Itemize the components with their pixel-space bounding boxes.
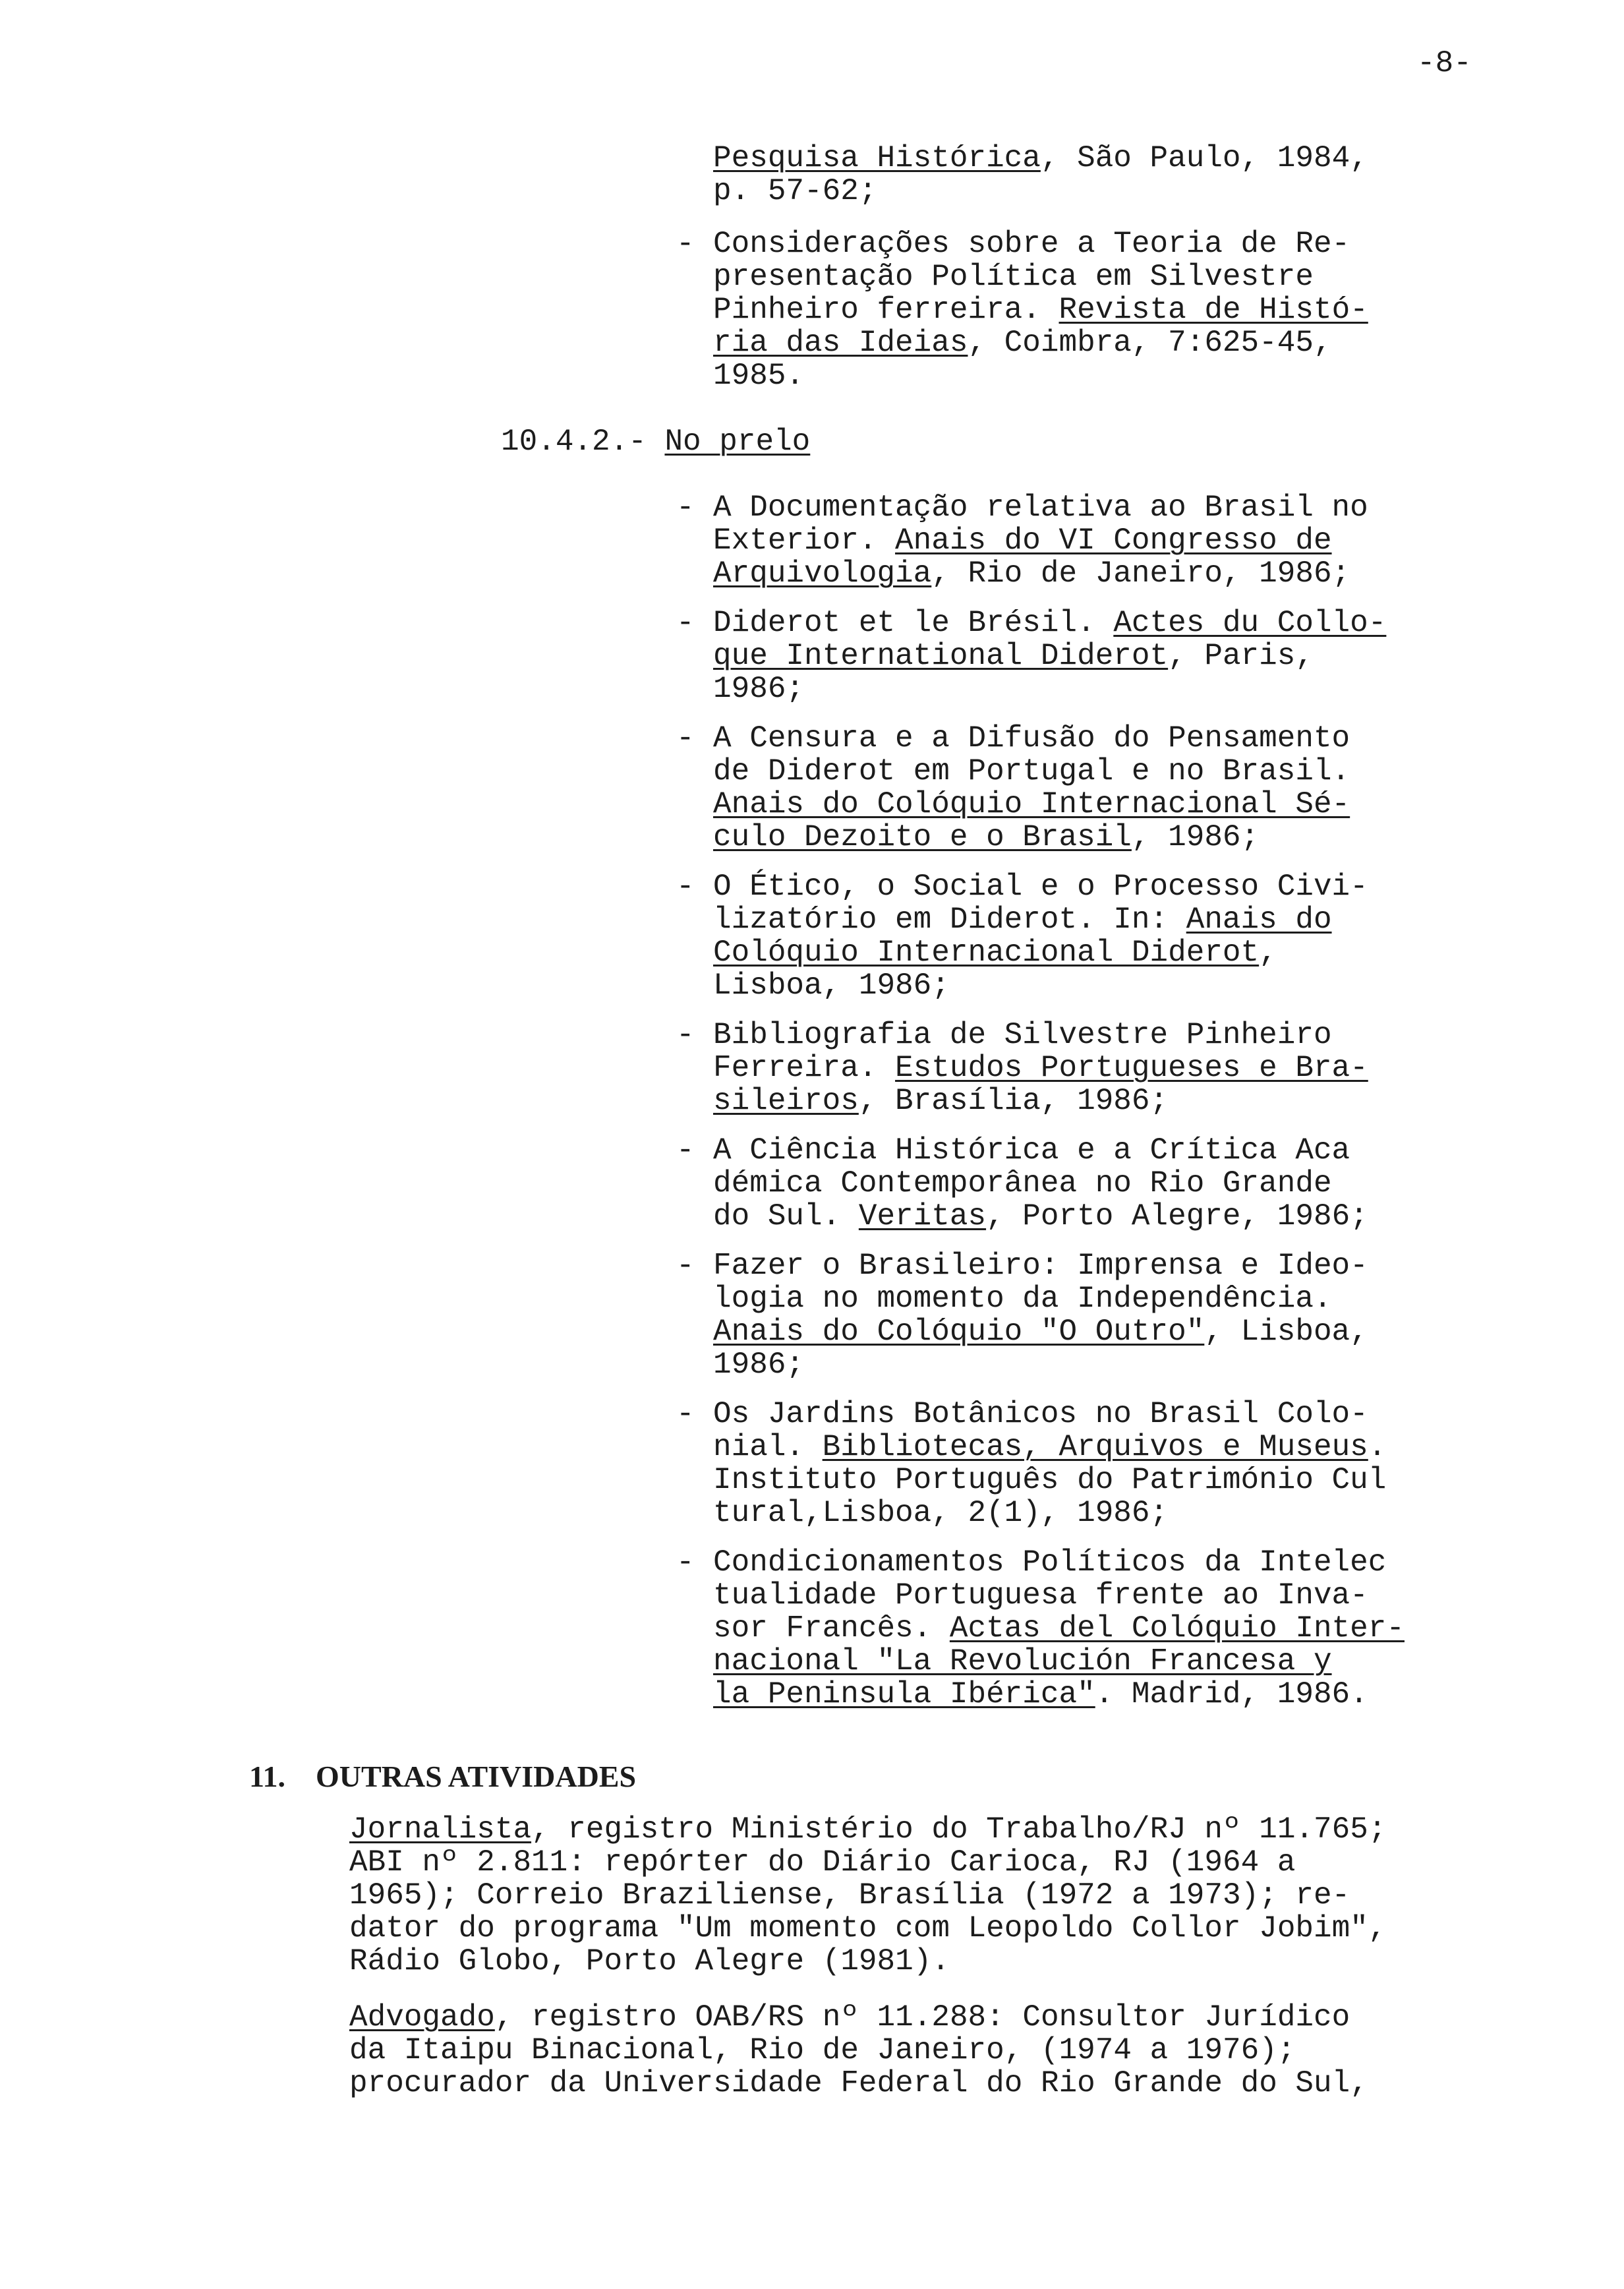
text-segment: ,: [1259, 936, 1277, 970]
text-line: [713, 1249, 1530, 1282]
text-line: [713, 326, 1530, 359]
text-segment: , registro OAB/RS nº 11.288: Consultor Jurídico: [494, 2000, 1350, 2035]
text-line: [713, 1134, 1530, 1167]
bullet-dash: -: [676, 1397, 695, 1431]
text-line: [713, 1612, 1530, 1645]
text-line: [349, 2034, 1602, 2067]
subsection-title: No prelo: [664, 425, 811, 459]
underlined-title: Actas del Colóquio Inter-: [949, 1611, 1405, 1646]
bullet-dash: -: [676, 1018, 695, 1052]
underlined-title: ria das Ideias: [713, 326, 968, 360]
text-segment: de Diderot em Portugal e no Brasil.: [713, 754, 1350, 788]
text-line: [713, 1282, 1530, 1315]
text-segment: ABI nº 2.811: repórter do Diário Carioca, RJ (1964 a: [349, 1845, 1296, 1880]
text-segment: logia no momento da Independência.: [713, 1282, 1332, 1316]
text-line: [713, 1200, 1530, 1233]
underlined-title: Veritas: [858, 1199, 987, 1234]
text-line: [713, 1348, 1530, 1381]
text-line: [713, 1052, 1530, 1085]
text-line: [713, 607, 1530, 639]
text-line: [349, 1945, 1602, 1978]
text-line: [713, 1497, 1530, 1530]
text-line: [713, 1167, 1530, 1200]
text-segment: , Paris,: [1168, 639, 1314, 673]
underlined-title: que International Diderot: [713, 639, 1169, 673]
text-line: [713, 672, 1530, 705]
text-segment: dator do programa "Um momento com Leopoldo Collor Jobim",: [349, 1911, 1387, 1946]
text-line: [349, 1879, 1602, 1912]
text-line: [713, 557, 1530, 590]
underlined-title: Estudos Portugueses e Bra-: [895, 1051, 1368, 1085]
text-segment: sor Francês.: [713, 1611, 950, 1646]
text-segment: , registro Ministério do Trabalho/RJ nº 11.765;: [531, 1812, 1387, 1847]
text-segment: , Brasília, 1986;: [858, 1084, 1169, 1118]
text-line: [713, 1546, 1530, 1579]
underlined-title: Anais do Colóquio Internacional Sé-: [713, 787, 1350, 821]
underlined-title: Colóquio Internacional Diderot: [713, 936, 1260, 970]
reference-entry: [676, 1545, 1530, 1711]
text-segment: O Ético, o Social e o Processo Civi-: [713, 870, 1368, 904]
text-segment: démica Contemporânea no Rio Grande: [713, 1166, 1332, 1201]
text-line: [713, 1431, 1530, 1464]
underlined-title: Anais do: [1186, 903, 1332, 937]
text-segment: Rádio Globo, Porto Alegre (1981).: [349, 1944, 950, 1978]
reference-entry: [676, 227, 1530, 393]
text-line: [713, 1645, 1530, 1678]
text-segment: .: [1368, 1430, 1387, 1464]
text-line: [713, 755, 1530, 788]
text-segment: Condicionamentos Políticos da Intelec: [713, 1545, 1387, 1580]
section-heading: [249, 1760, 636, 1793]
underlined-title: la Peninsula Ibérica": [713, 1677, 1095, 1711]
underlined-title: sileiros: [713, 1084, 859, 1118]
bullet-dash: -: [676, 1545, 695, 1580]
underlined-title: Pesquisa Histórica: [713, 141, 1041, 175]
underlined-title: Bibliotecas, Arquivos e Museus: [822, 1430, 1368, 1464]
text-line: [713, 1315, 1530, 1348]
text-line: [713, 821, 1530, 854]
text-line: [713, 175, 1530, 208]
text-segment: , Lisboa,: [1204, 1315, 1368, 1349]
text-segment: nial.: [713, 1430, 823, 1464]
text-segment: A Ciência Histórica e a Crítica Aca: [713, 1133, 1350, 1168]
text-segment: 1986;: [713, 1348, 805, 1382]
text-segment: 1986;: [713, 672, 805, 706]
reference-entry: [676, 721, 1530, 854]
text-line: [713, 788, 1530, 821]
page-number: -8-: [1417, 46, 1472, 80]
underlined-title: Anais do Colóquio "O Outro": [713, 1315, 1205, 1349]
underlined-title: culo Dezoito e o Brasil: [713, 820, 1132, 854]
bullet-dash: -: [676, 227, 695, 261]
text-segment: 1965); Correio Braziliense, Brasília (1972 a 1973); re-: [349, 1878, 1350, 1913]
text-segment: Lisboa, 1986;: [713, 968, 950, 1003]
text-segment: , São Paulo, 1984,: [1040, 141, 1368, 175]
text-segment: tualidade Portuguesa frente ao Inva-: [713, 1578, 1368, 1613]
text-line: [713, 936, 1530, 969]
text-line: [713, 227, 1530, 260]
text-segment: da Itaipu Binacional, Rio de Janeiro, (1974 a 1976);: [349, 2033, 1296, 2067]
text-line: [713, 1019, 1530, 1052]
text-line: [713, 1085, 1530, 1117]
text-line: [713, 722, 1530, 755]
text-line: [349, 2067, 1602, 2100]
text-line: [713, 969, 1530, 1002]
reference-entry: [676, 490, 1530, 591]
text-segment: presentação Política em Silvestre: [713, 260, 1314, 294]
reference-entry: [676, 870, 1530, 1003]
underlined-title: nacional "La Revolución Francesa y: [713, 1644, 1332, 1679]
text-segment: , Coimbra, 7:625-45,: [968, 326, 1332, 360]
reference-entry: [676, 1018, 1530, 1118]
text-segment: p. 57-62;: [713, 174, 877, 208]
text-line: [349, 1813, 1602, 1846]
text-segment: A Documentação relativa ao Brasil no: [713, 490, 1368, 525]
text-segment: do Sul.: [713, 1199, 859, 1234]
section-number: 11.: [249, 1760, 285, 1793]
bullet-dash: -: [676, 490, 695, 525]
underlined-title: Arquivologia: [713, 556, 932, 591]
subsection-heading: [501, 425, 810, 458]
bullet-dash: -: [676, 1133, 695, 1168]
text-segment: Instituto Português do Património Cul: [713, 1463, 1387, 1497]
bullet-dash: -: [676, 1249, 695, 1283]
text-line: [713, 293, 1530, 326]
text-segment: Ferreira.: [713, 1051, 896, 1085]
bullet-dash: -: [676, 721, 695, 756]
text-segment: Exterior.: [713, 523, 896, 558]
underlined-title: Jornalista: [349, 1812, 532, 1847]
section-title: OUTRAS ATIVIDADES: [315, 1760, 637, 1793]
text-line: [713, 142, 1530, 175]
text-segment: lizatório em Diderot. In:: [713, 903, 1186, 937]
underlined-title: Anais do VI Congresso de: [895, 523, 1332, 558]
reference-entry: [676, 1249, 1530, 1382]
reference-entry: [676, 1397, 1530, 1530]
text-segment: Fazer o Brasileiro: Imprensa e Ideo-: [713, 1249, 1368, 1283]
text-line: [713, 359, 1530, 392]
text-segment: Considerações sobre a Teoria de Re-: [713, 227, 1350, 261]
activity-paragraph: [349, 2001, 1602, 2100]
text-segment: tural,Lisboa, 2(1), 1986;: [713, 1496, 1169, 1530]
text-segment: , Porto Alegre, 1986;: [986, 1199, 1368, 1234]
text-line: [713, 260, 1530, 293]
text-line: [713, 639, 1530, 672]
text-line: [713, 1398, 1530, 1431]
text-line: [349, 1912, 1602, 1945]
bullet-dash: -: [676, 870, 695, 904]
text-segment: Diderot et le Brésil.: [713, 606, 1114, 640]
text-segment: 1985.: [713, 359, 805, 393]
text-line: [713, 870, 1530, 903]
text-line: [713, 524, 1530, 557]
text-segment: Os Jardins Botânicos no Brasil Colo-: [713, 1397, 1368, 1431]
text-segment: . Madrid, 1986.: [1095, 1677, 1368, 1711]
text-segment: , Rio de Janeiro, 1986;: [931, 556, 1350, 591]
text-line: [349, 2001, 1602, 2034]
text-segment: procurador da Universidade Federal do Rio Grande do Sul,: [349, 2066, 1368, 2100]
text-segment: A Censura e a Difusão do Pensamento: [713, 721, 1350, 756]
text-segment: Pinheiro ferreira.: [713, 293, 1059, 327]
underlined-title: Advogado: [349, 2000, 495, 2035]
bullet-dash: -: [676, 606, 695, 640]
activity-paragraph: [349, 1813, 1602, 1978]
subsection-number: 10.4.2.-: [501, 425, 647, 459]
text-line: [713, 1579, 1530, 1612]
text-line: [349, 1846, 1602, 1879]
text-segment: Bibliografia de Silvestre Pinheiro: [713, 1018, 1332, 1052]
text-line: [713, 1464, 1530, 1497]
continued-reference: [713, 142, 1530, 208]
text-segment: , 1986;: [1131, 820, 1260, 854]
underlined-title: Revista de Histó-: [1058, 293, 1368, 327]
reference-entry: [676, 606, 1530, 706]
reference-entry: [676, 1133, 1530, 1234]
text-line: [713, 1678, 1530, 1711]
text-line: [713, 491, 1530, 524]
underlined-title: Actes du Collo-: [1113, 606, 1387, 640]
text-line: [713, 903, 1530, 936]
